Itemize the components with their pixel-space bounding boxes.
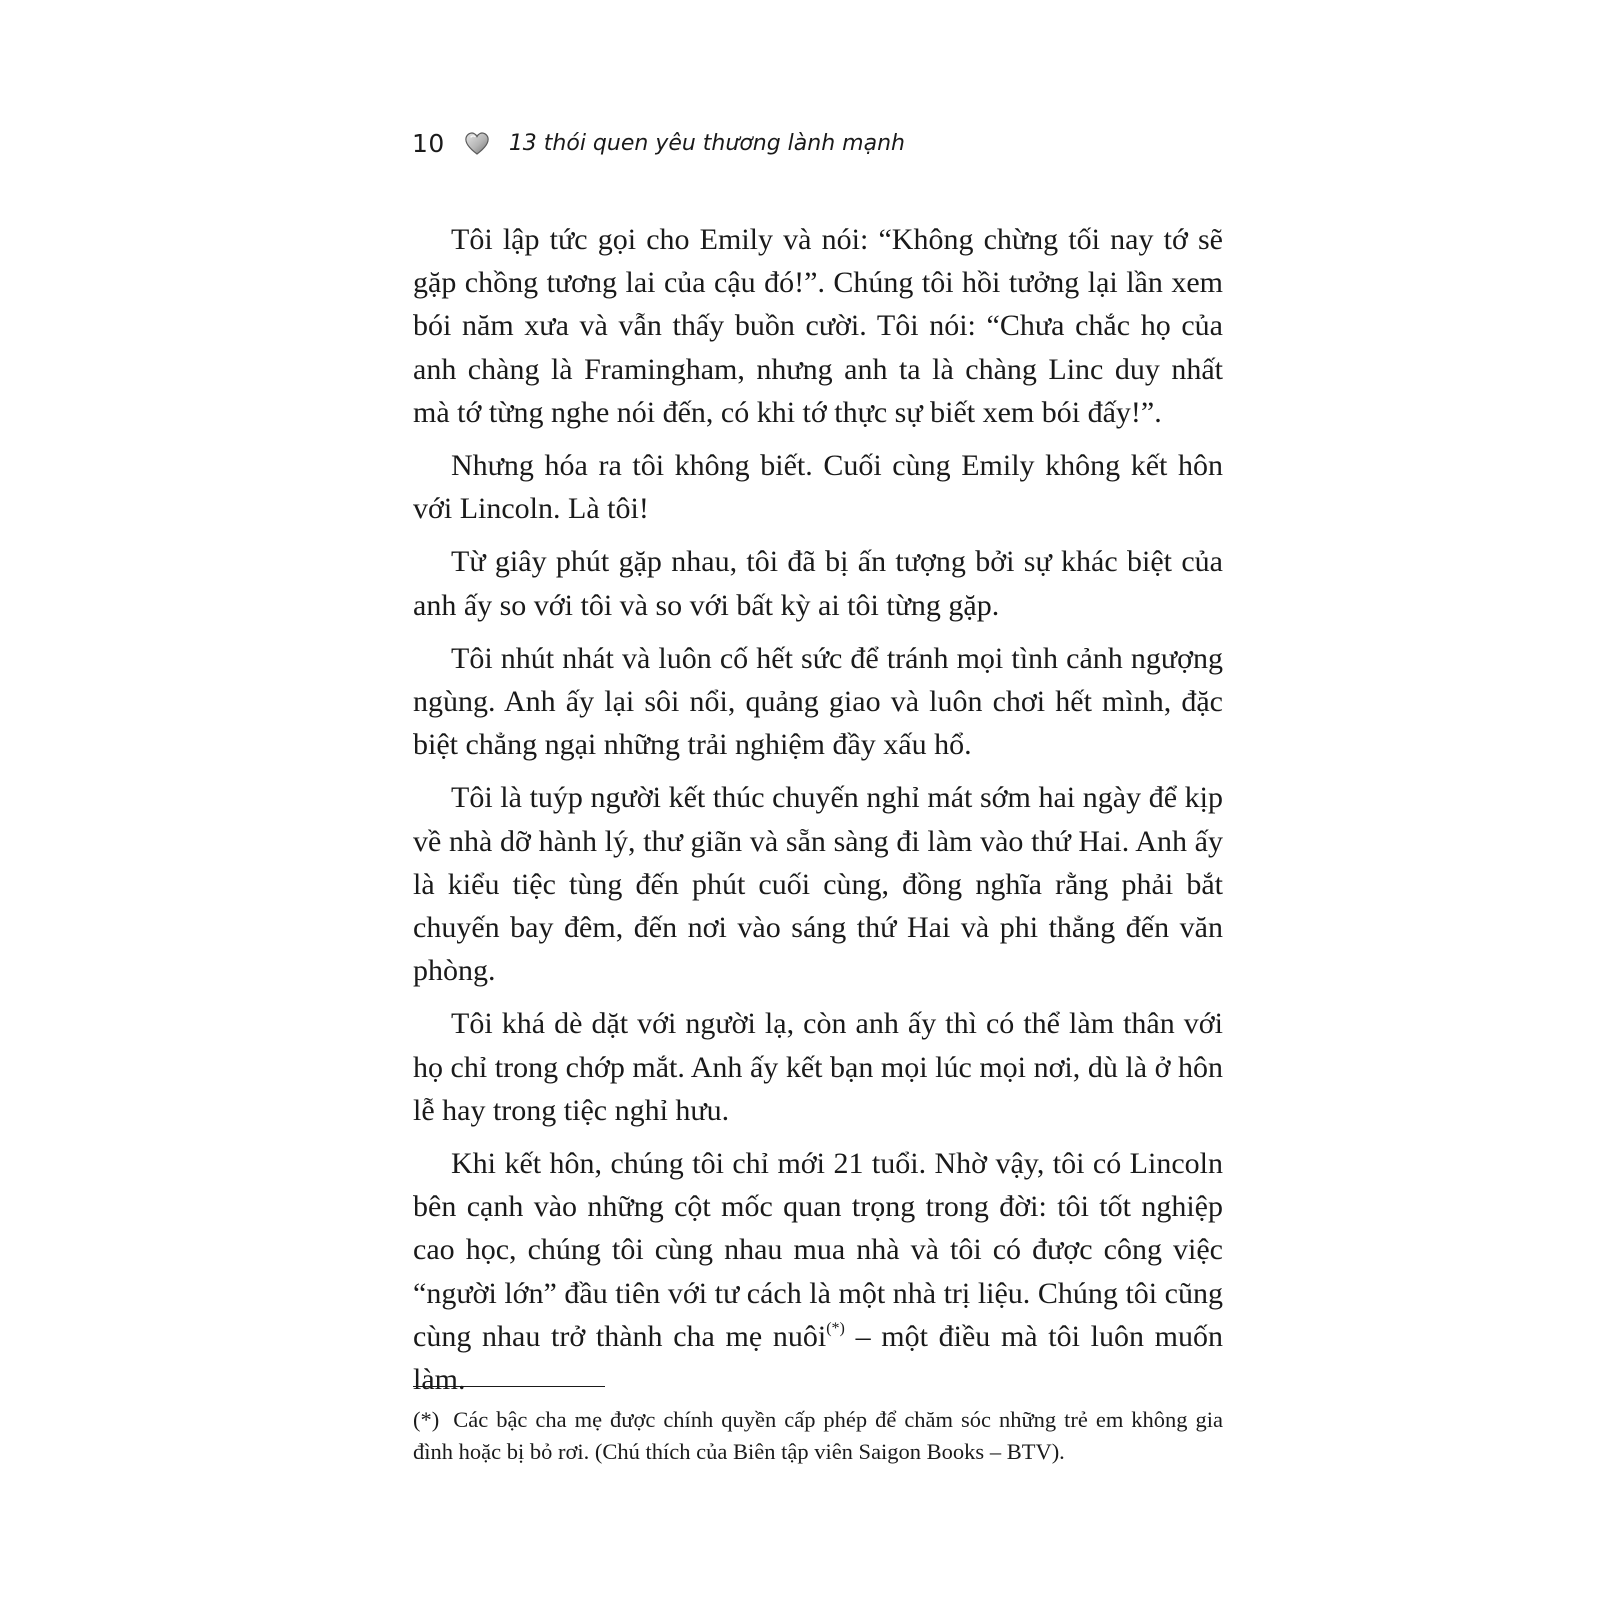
paragraph-text: Khi kết hôn, chúng tôi chỉ mới 21 tuổi. Nhờ vậy, tôi có Lincoln bên cạnh vào những cột mốc quan trọng trong đời: tôi tốt nghiệp cao học, chúng tôi cùng nhau mua nhà và tôi có được công việc “người lớn” đầu tiên với tư cách là một nhà trị liệu. Chúng tôi cũng cùng nhau trở thành cha mẹ nuôi — [413, 1147, 1223, 1353]
paragraph-text-end: – một điều mà tôi luôn muốn làm. — [413, 1319, 1223, 1397]
paragraph: Tôi lập tức gọi cho Emily và nói: “Không chừng tối nay tớ sẽ gặp chồng tương lai của cậu đó!”. Chúng tôi hồi tưởng lại lần xem bói năm xưa và vẫn thấy buồn cười. Tôi nói: “Chưa chắc họ của anh chàng là Framingham, nhưng anh ta là chàng Linc duy nhất mà tớ từng nghe nói đến, có khi tớ thực sự biết xem bói đấy!”. — [413, 223, 1223, 429]
footnote — [413, 1404, 1223, 1468]
book-title: 13 thói quen yêu thương lành mạnh — [508, 130, 905, 156]
paragraph-with-note — [413, 1142, 1223, 1401]
heart-icon — [463, 129, 491, 157]
paragraph: Tôi nhút nhát và luôn cố hết sức để tránh mọi tình cảnh ngượng ngùng. Anh ấy lại sôi nổi, quảng giao và luôn chơi hết mình, đặc biệt chẳng ngại những trải nghiệm đầy xấu hổ. — [413, 641, 1223, 762]
paragraph: Từ giây phút gặp nhau, tôi đã bị ấn tượng bởi sự khác biệt của anh ấy so với tôi và so với bất kỳ ai tôi từng gặp. — [413, 545, 1223, 622]
paragraph: Tôi là tuýp người kết thúc chuyến nghỉ mát sớm hai ngày để kịp về nhà dỡ hành lý, thư giãn và sẵn sàng đi làm vào thứ Hai. Anh ấy là kiểu tiệc tùng đến phút cuối cùng, đồng nghĩa rằng phải bắt chuyến bay đêm, đến nơi vào sáng thứ Hai và phi thẳng đến văn phòng. — [413, 781, 1223, 988]
footnote-mark: (*) — [413, 1407, 440, 1432]
footnote-text: Các bậc cha mẹ được chính quyền cấp phép để chăm sóc những trẻ em không gia đình hoặc bị bỏ rơi. (Chú thích của Biên tập viên Saigon Books – BTV). — [413, 1407, 1223, 1464]
page-number: 10 — [412, 128, 445, 158]
footnote-divider — [413, 1386, 605, 1387]
footnote-reference: (*) — [826, 1320, 845, 1338]
body-text — [413, 218, 1223, 1411]
running-head — [412, 123, 905, 163]
paragraph: Nhưng hóa ra tôi không biết. Cuối cùng Emily không kết hôn với Lincoln. Là tôi! — [413, 449, 1223, 526]
paragraph: Tôi khá dè dặt với người lạ, còn anh ấy thì có thể làm thân với họ chỉ trong chớp mắt. Anh ấy kết bạn mọi lúc mọi nơi, dù là ở hôn lễ hay trong tiệc nghỉ hưu. — [413, 1007, 1223, 1127]
